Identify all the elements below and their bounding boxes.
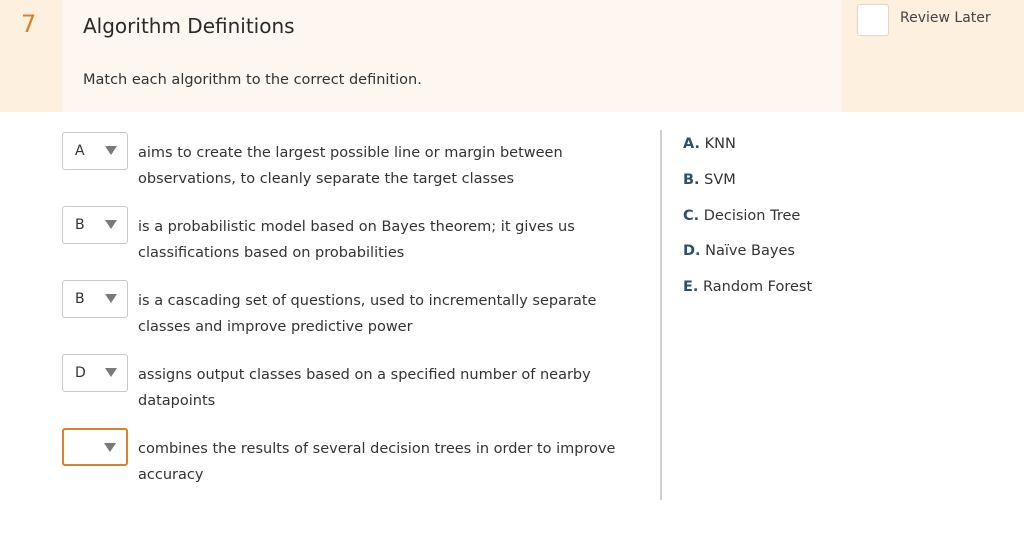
question-title: Algorithm Definitions	[83, 14, 295, 38]
review-later-checkbox[interactable]	[857, 4, 889, 36]
dropdown-arrow-icon	[105, 294, 117, 303]
match-select-value: D	[75, 365, 86, 381]
match-select[interactable]	[62, 132, 128, 170]
answer-text: Naïve Bayes	[705, 243, 795, 259]
answer-option	[683, 136, 736, 152]
match-select-value: A	[75, 143, 85, 159]
answer-option	[683, 279, 812, 295]
dropdown-arrow-icon	[105, 368, 117, 377]
answer-letter: C.	[683, 208, 700, 224]
question-number: 7	[21, 10, 37, 38]
match-select[interactable]	[62, 428, 128, 466]
match-definition: is a probabilistic model based on Bayes theorem; it gives us classifications based on probabilities	[138, 219, 575, 261]
match-definition: aims to create the largest possible line or margin between observations, to cleanly separate the target classes	[138, 145, 563, 187]
answer-text: KNN	[704, 136, 736, 152]
column-divider	[660, 130, 662, 500]
answer-option	[683, 172, 736, 188]
answer-letter: B.	[683, 172, 700, 188]
match-definition: combines the results of several decision trees in order to improve accuracy	[138, 441, 616, 483]
dropdown-arrow-icon	[104, 443, 116, 452]
dropdown-arrow-icon	[105, 220, 117, 229]
answer-option	[683, 243, 795, 259]
answer-text: Random Forest	[703, 279, 813, 295]
answer-letter: A.	[683, 136, 700, 152]
question-prompt: Match each algorithm to the correct definition.	[83, 72, 422, 88]
dropdown-arrow-icon	[105, 146, 117, 155]
question-header	[0, 0, 1024, 112]
review-later-label[interactable]: Review Later	[900, 10, 991, 26]
match-select[interactable]	[62, 206, 128, 244]
match-select[interactable]	[62, 280, 128, 318]
answer-letter: D.	[683, 243, 701, 259]
match-select-value: B	[75, 217, 85, 233]
match-select[interactable]	[62, 354, 128, 392]
match-definition: assigns output classes based on a specified number of nearby datapoints	[138, 367, 591, 409]
match-definition: is a cascading set of questions, used to incrementally separate classes and improve predictive power	[138, 293, 597, 335]
match-select-value: B	[75, 291, 85, 307]
title-panel	[62, 0, 842, 112]
answer-letter: E.	[683, 279, 699, 295]
answer-text: Decision Tree	[703, 208, 801, 224]
answer-option	[683, 208, 800, 224]
answer-text: SVM	[704, 172, 736, 188]
